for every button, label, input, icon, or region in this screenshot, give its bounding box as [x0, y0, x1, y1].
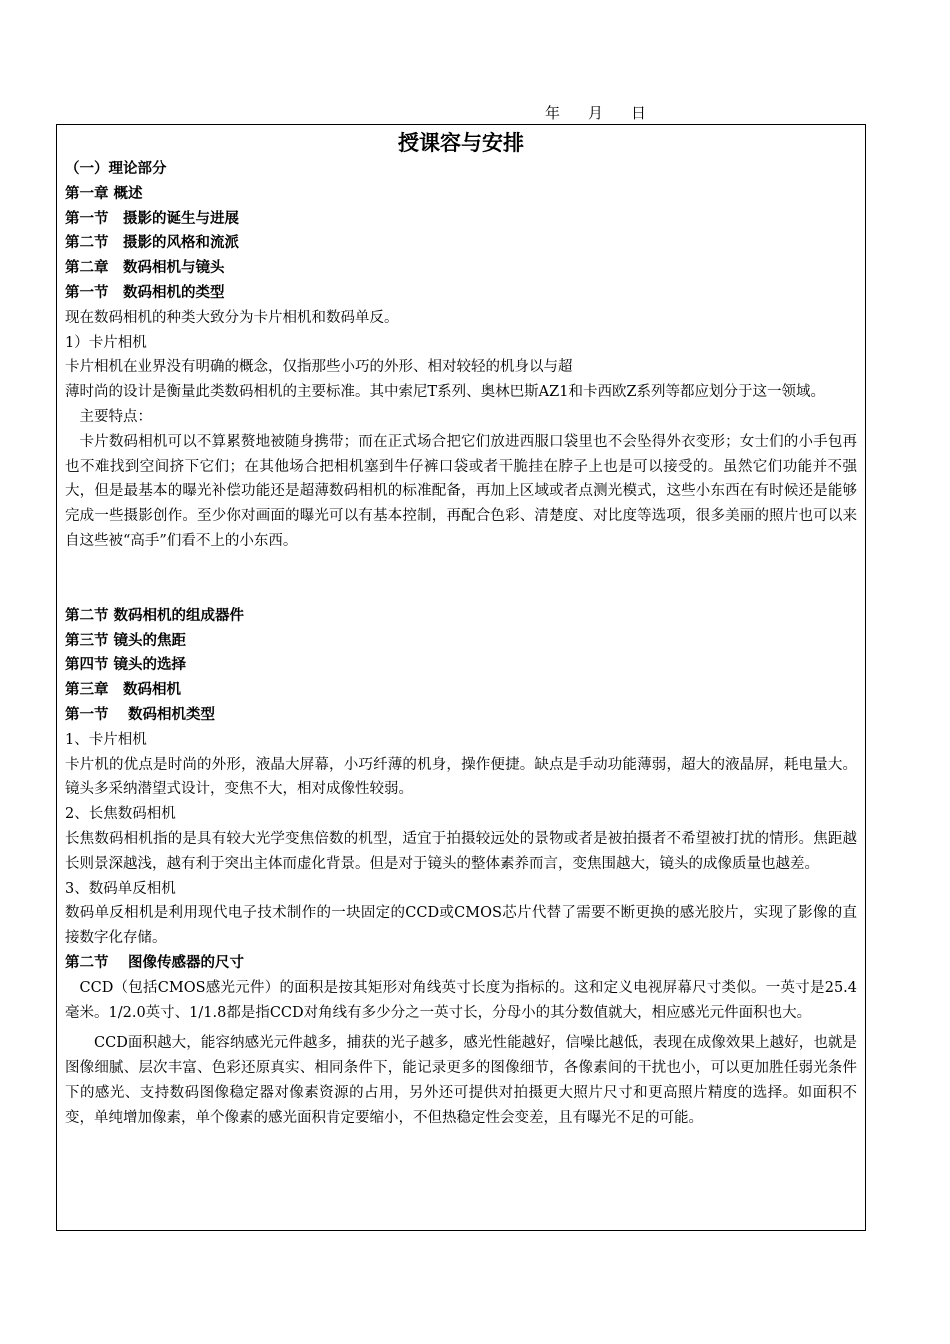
- content-bottom: [65, 604, 857, 1131]
- section-heading: 第二章 数码相机与镜头: [65, 260, 225, 277]
- paragraph: 卡片数码相机可以不算累赘地被随身携带；而在正式场合把它们放进西服口袋里也不会坠得外衣变形；女士们的小手包再也不难找到空间挤下它们；在其他场合把相机塞到牛仔裤口袋或者干脆挂在脖子上也是可以接受的。虽然它们功能并不强大，但是最基本的曝光补偿功能还是超薄数码相机的标准配备，再加上区域或者点测光模式，这些小东西在有时候还是能够完成一些摄影创作。至少你对画面的曝光可以有基本控制，再配合色彩、清楚度、对比度等选项，很多美丽的照片也可以来自这些被“高手”们看不上的小东西。: [65, 433, 857, 549]
- section-heading: （一）理论部分: [65, 161, 167, 177]
- paragraph: 卡片相机在业界没有明确的概念，仅指那些小巧的外形、相对较轻的机身以与超: [65, 359, 573, 376]
- section-heading: 第一节 数码相机的类型: [65, 284, 225, 301]
- section-heading: 第三节 镜头的焦距: [65, 632, 187, 649]
- blank-gap: [65, 554, 857, 604]
- page-title: 授课容与安排: [398, 131, 524, 155]
- section-heading: 第二节 图像传感器的尺寸: [65, 954, 245, 971]
- paragraph: 主要特点：: [79, 408, 152, 425]
- paragraph: 长焦数码相机指的是具有较大光学变焦倍数的机型，适宜于拍摄较远处的景物或者是被拍摄者不希望被打扰的情形。焦距越长则景深越浅，越有利于突出主体而虚化背景。但是对于镜头的整体素养而言，变焦围越大，镜头的成像质量也越差。: [65, 830, 857, 872]
- paragraph: 现在数码相机的种类大致分为卡片相机和数码单反。: [65, 309, 399, 326]
- paragraph: CCD（包括CMOS感光元件）的面积是按其矩形对角线英寸长度为指标的。这和定义电视屏幕尺寸类似。一英寸是25.4毫米。1/2.0英寸、1/1.8都是指CCD对角线有多少分之一英寸长，分母小的其分数值就大，相应感光元件面积也大。: [65, 979, 857, 1021]
- section-heading: 第四节 镜头的选择: [65, 657, 187, 674]
- section-heading: 第一节 摄影的诞生与进展: [65, 210, 239, 227]
- content-top: [65, 157, 857, 554]
- year-label: 年: [545, 104, 561, 122]
- paragraph: 卡片机的优点是时尚的外形，液晶大屏幕，小巧纤薄的机身，操作便捷。缺点是手动功能薄弱，超大的液晶屏，耗电量大。镜头多采纳潜望式设计，变焦不大，相对成像性较弱。: [65, 756, 857, 798]
- paragraph: 1、卡片相机: [65, 731, 147, 748]
- date-line: [545, 102, 646, 123]
- paragraph: CCD面积越大，能容纳感光元件越多，捕获的光子越多，感光性能越好，信噪比越低，表现在成像效果上越好，也就是图像细腻、层次丰富、色彩还原真实、相同条件下，能记录更多的图像细节，各像素间的干扰也小，可以更加胜任弱光条件下的感光、支持数码图像稳定器对像素资源的占用，另外还可提供对拍摄更大照片尺寸和更高照片精度的选择。如面积不变，单纯增加像素，单个像素的感光面积肯定要缩小，不但热稳定性会变差，且有曝光不足的可能。: [65, 1035, 857, 1126]
- paragraph: 2、长焦数码相机: [65, 806, 176, 823]
- section-heading: 第一章 概述: [65, 185, 143, 202]
- content-body: [57, 157, 865, 1130]
- content-table: [56, 124, 866, 1231]
- section-heading: 第二节 摄影的风格和流派: [65, 235, 239, 252]
- paragraph: 1）卡片相机: [65, 334, 147, 351]
- day-label: 日: [631, 104, 647, 122]
- section-heading: 第三章 数码相机: [65, 682, 181, 699]
- month-label: 月: [588, 104, 604, 122]
- section-heading: 第二节 数码相机的组成器件: [65, 607, 245, 624]
- paragraph: 薄时尚的设计是衡量此类数码相机的主要标准。其中索尼T系列、奥林巴斯AZ1和卡西欧Z系列等都应划分于这一领域。: [65, 384, 826, 401]
- paragraph: 数码单反相机是利用现代电子技术制作的一块固定的CCD或CMOS芯片代替了需要不断更换的感光胶片，实现了影像的直接数字化存储。: [65, 905, 857, 947]
- paragraph: 3、数码单反相机: [65, 880, 176, 897]
- section-heading: 第一节 数码相机类型: [65, 706, 216, 723]
